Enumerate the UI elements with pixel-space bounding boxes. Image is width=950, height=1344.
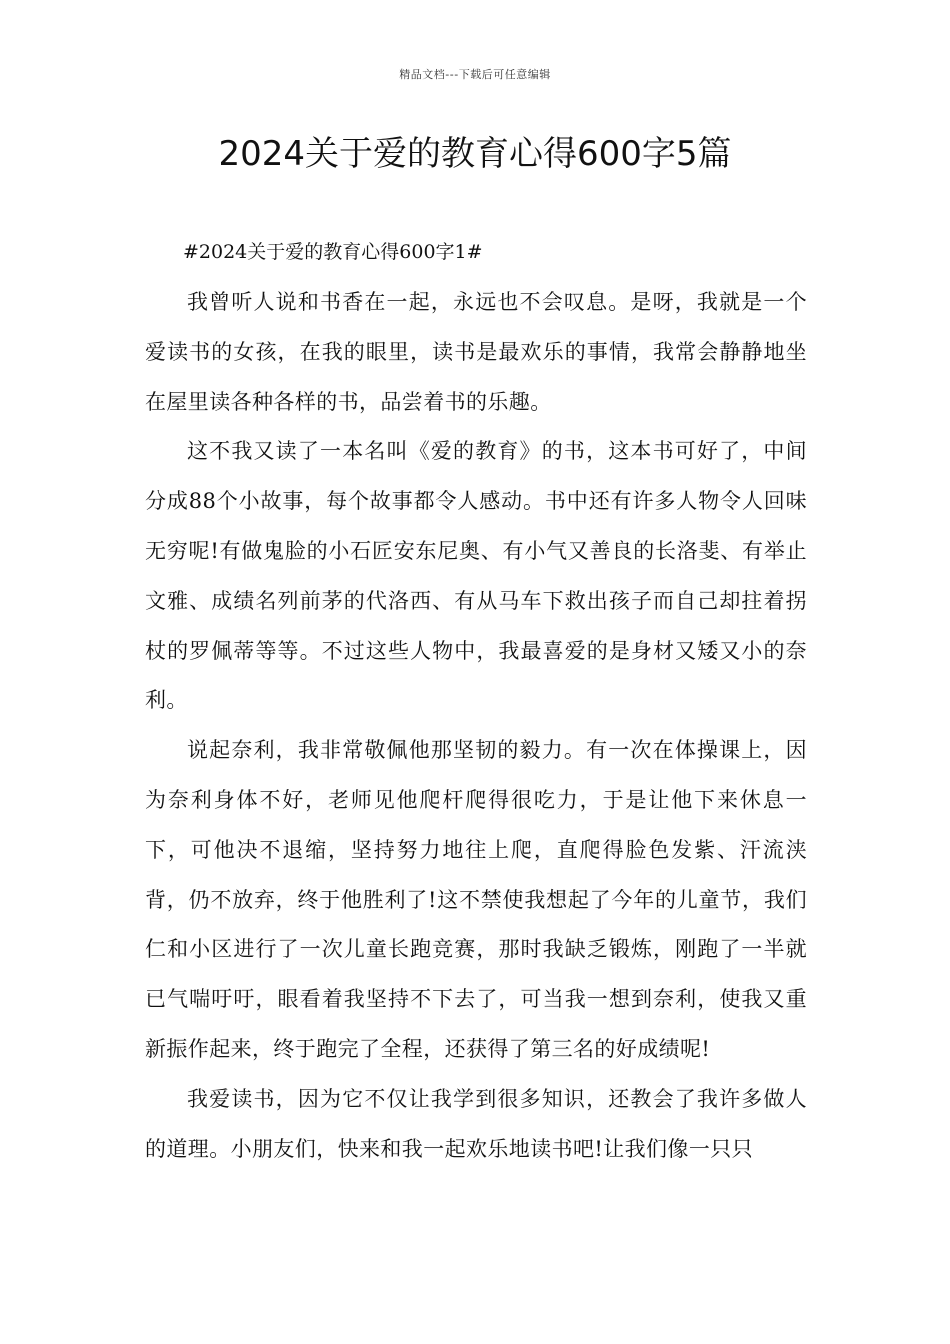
header-note: 精品文档---下载后可任意编辑 [399,68,551,81]
paragraph-1: 我曾听人说和书香在一起，永远也不会叹息。是呀，我就是一个爱读书的女孩，在我的眼里，读书是最欢乐的事情，我常会静静地坐在屋里读各种各样的书，品尝着书的乐趣。 [145,290,807,414]
document-body [145,232,807,1174]
document-title: 2024关于爱的教育心得600字5篇 [218,134,732,174]
paragraph-3: 说起奈利，我非常敬佩他那坚韧的毅力。有一次在体操课上，因为奈利身体不好，老师见他爬杆爬得很吃力，于是让他下来休息一下，可他决不退缩，坚持努力地往上爬，直爬得脸色发紫、汗流浃背，仍不放弃，终于他胜利了!这不禁使我想起了今年的儿童节，我们仁和小区进行了一次儿童长跑竞赛，那时我缺乏锻炼，刚跑了一半就已气喘吁吁，眼看着我坚持不下去了，可当我一想到奈利，使我又重新振作起来，终于跑完了全程，还获得了第三名的好成绩呢! [145,738,807,1061]
paragraph-4: 我爱读书，因为它不仅让我学到很多知识，还教会了我许多做人的道理。小朋友们，快来和我一起欢乐地读书吧!让我们像一只只 [145,1086,807,1161]
paragraph-2: 这不我又读了一本名叫《爱的教育》的书，这本书可好了，中间分成88个小故事，每个故事都令人感动。书中还有许多人物令人回味无穷呢!有做鬼脸的小石匠安东尼奥、有小气又善良的长洛斐、有举止文雅、成绩名列前茅的代洛西、有从马车下救出孩子而自己却拄着拐杖的罗佩蒂等等。不过这些人物中，我最喜爱的是身材又矮又小的奈利。 [145,439,807,713]
section-heading: #2024关于爱的教育心得600字1# [183,241,483,263]
